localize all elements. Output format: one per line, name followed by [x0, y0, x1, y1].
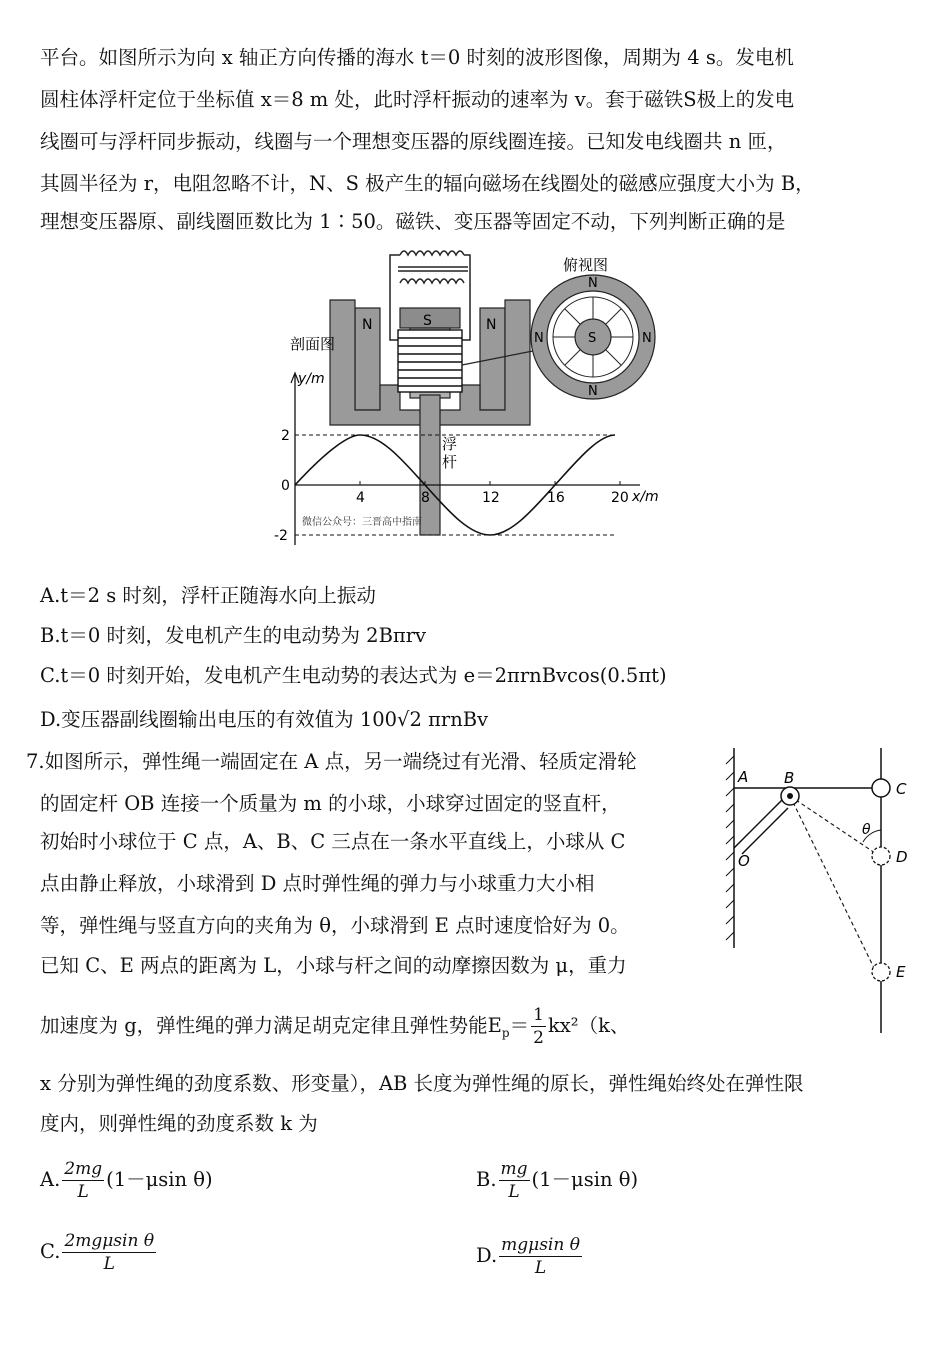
- rod-label-1: 浮: [442, 435, 458, 453]
- top-view-s: S: [588, 331, 597, 346]
- q6-option-a: A.t＝2 s 时刻，浮杆正随海水向上振动: [40, 584, 376, 607]
- q7-option-b-den: L: [508, 1182, 520, 1202]
- pulley-center: [787, 793, 793, 799]
- y-tick-0: 0: [281, 478, 290, 494]
- q6-option-c: C.t＝0 时刻开始，发电机产生电动势的表达式为 e＝2πrnBvcos(0.5πt): [40, 664, 667, 687]
- q7-stem-line-8: x 分别为弹性绳的劲度系数、形变量），AB 长度为弹性绳的原长，弹性绳始终处在弹性限: [40, 1072, 804, 1095]
- x-tick-4: 4: [356, 490, 365, 506]
- q7-option-c-den: L: [103, 1254, 115, 1274]
- q7-stem-line-1: 7.如图所示，弹性绳一端固定在 A 点，另一端绕过有光滑、轻质定滑轮: [26, 750, 637, 773]
- q6-option-d: D.变压器副线圈输出电压的有效值为 100√2 πrnBv: [40, 708, 489, 731]
- y-axis-label: y/m: [298, 371, 325, 387]
- q7-option-b-num: mg: [500, 1159, 528, 1179]
- ball-c: [872, 779, 890, 797]
- section-label: 剖面图: [290, 335, 336, 353]
- label-o: O: [738, 852, 750, 870]
- q6-figure: [270, 245, 670, 555]
- x-axis-label: x/m: [632, 489, 659, 505]
- q7-line7-suffix: kx²（k、: [547, 1014, 630, 1037]
- q6-stem-line-2: 圆柱体浮杆定位于坐标值 x＝8 m 处，此时浮杆振动的速率为 v。套于磁铁S极上的发电: [40, 88, 795, 111]
- pole-n-right: N: [486, 317, 497, 333]
- q7-option-a-frac: [62, 1158, 104, 1203]
- q7-option-d: [476, 1234, 584, 1279]
- q7-figure: [718, 748, 918, 1038]
- q7-option-a-tail: (1－μsin θ): [106, 1168, 213, 1191]
- q7-option-c-num: 2mgμsin θ: [64, 1231, 155, 1251]
- x-tick-20: 20: [611, 490, 629, 506]
- q7-option-b-tail: (1－μsin θ): [531, 1168, 639, 1191]
- q7-option-c-frac: [62, 1230, 156, 1275]
- top-view-n-bottom: N: [588, 384, 598, 399]
- q7-stem-line-9: 度内，则弹性绳的劲度系数 k 为: [40, 1112, 318, 1135]
- ball-e: [872, 963, 890, 981]
- label-e: E: [896, 963, 906, 981]
- q7-stem-line-2: 的固定杆 OB 连接一个质量为 m 的小球，小球穿过固定的竖直杆，: [40, 792, 621, 815]
- q6-stem-line-1: 平台。如图所示为向 x 轴正方向传播的海水 t＝0 时刻的波形图像，周期为 4 s。发电机: [40, 46, 794, 69]
- q6-stem-line-4: 其圆半径为 r，电阻忽略不计，N、S 极产生的辐向磁场在线圈处的磁感应强度大小为 B，: [40, 172, 815, 195]
- q7-line7-eq: ＝: [509, 1014, 530, 1037]
- label-b: B: [784, 769, 795, 787]
- q6-stem-line-3: 线圈可与浮杆同步振动，线圈与一个理想变压器的原线圈连接。已知发电线圈共 n 匝，: [40, 130, 787, 153]
- q7-stem-line-5: 等，弹性绳与竖直方向的夹角为 θ，小球滑到 E 点时速度恰好为 0。: [40, 914, 630, 937]
- q7-option-c-letter: C.: [40, 1240, 61, 1263]
- q7-option-b-letter: B.: [476, 1168, 497, 1191]
- coil: [398, 330, 462, 392]
- watermark: 微信公众号：三晋高中指南: [302, 517, 422, 528]
- q7-stem-line-7: [40, 1004, 629, 1049]
- q7-option-b: [476, 1158, 638, 1203]
- x-tick-16: 16: [547, 490, 565, 506]
- q7-option-a-num: 2mg: [64, 1159, 103, 1179]
- label-theta: θ: [862, 822, 871, 838]
- q7-option-c: [40, 1230, 158, 1275]
- q7-stem-line-3: 初始时小球位于 C 点，A、B、C 三点在一条水平直线上，小球从 C: [40, 830, 626, 853]
- x-tick-12: 12: [482, 490, 500, 506]
- q6-stem-line-5: 理想变压器原、副线圈匝数比为 1∶50。磁铁、变压器等固定不动，下列判断正确的是: [40, 210, 786, 233]
- rod-label-2: 杆: [442, 453, 458, 471]
- top-view-n-right: N: [642, 331, 652, 346]
- q7-option-a-letter: A.: [40, 1168, 61, 1191]
- top-view-n-top: N: [588, 276, 598, 291]
- top-view-n-left: N: [534, 331, 544, 346]
- q6-option-b: B.t＝0 时刻，发电机产生的电动势为 2Bπrv: [40, 624, 427, 647]
- q7-stem-line-6: 已知 C、E 两点的距离为 L，小球与杆之间的动摩擦因数为 μ，重力: [40, 954, 627, 977]
- q7-option-d-num: mgμsin θ: [501, 1235, 580, 1255]
- top-view-label: 俯视图: [563, 256, 609, 274]
- label-a: A: [738, 768, 749, 786]
- energy-fraction-den: 2: [533, 1028, 544, 1048]
- y-tick-2: 2: [281, 428, 290, 444]
- pole-s: S: [423, 313, 432, 329]
- pole-n-left: N: [362, 317, 373, 333]
- ball-d: [872, 847, 890, 865]
- q7-option-d-frac: [499, 1234, 582, 1279]
- q7-option-a: [40, 1158, 213, 1203]
- energy-fraction: [531, 1004, 546, 1049]
- energy-fraction-num: 1: [533, 1005, 544, 1025]
- x-tick-8: 8: [421, 490, 430, 506]
- float-rod: [420, 395, 440, 535]
- q7-option-d-den: L: [534, 1258, 547, 1278]
- label-c: C: [896, 780, 907, 798]
- q7-line7-prefix: 加速度为 g，弹性绳的弹力满足胡克定律且弹性势能E: [40, 1014, 502, 1037]
- y-tick-neg2: -2: [274, 528, 288, 544]
- q7-line7-sub: p: [501, 1025, 510, 1040]
- q7-option-a-den: L: [77, 1182, 89, 1202]
- q7-stem-line-4: 点由静止释放，小球滑到 D 点时弹性绳的弹力与小球重力大小相: [40, 872, 595, 895]
- q7-option-d-letter: D.: [476, 1244, 498, 1267]
- q7-option-b-frac: [499, 1158, 530, 1203]
- label-d: D: [896, 848, 908, 866]
